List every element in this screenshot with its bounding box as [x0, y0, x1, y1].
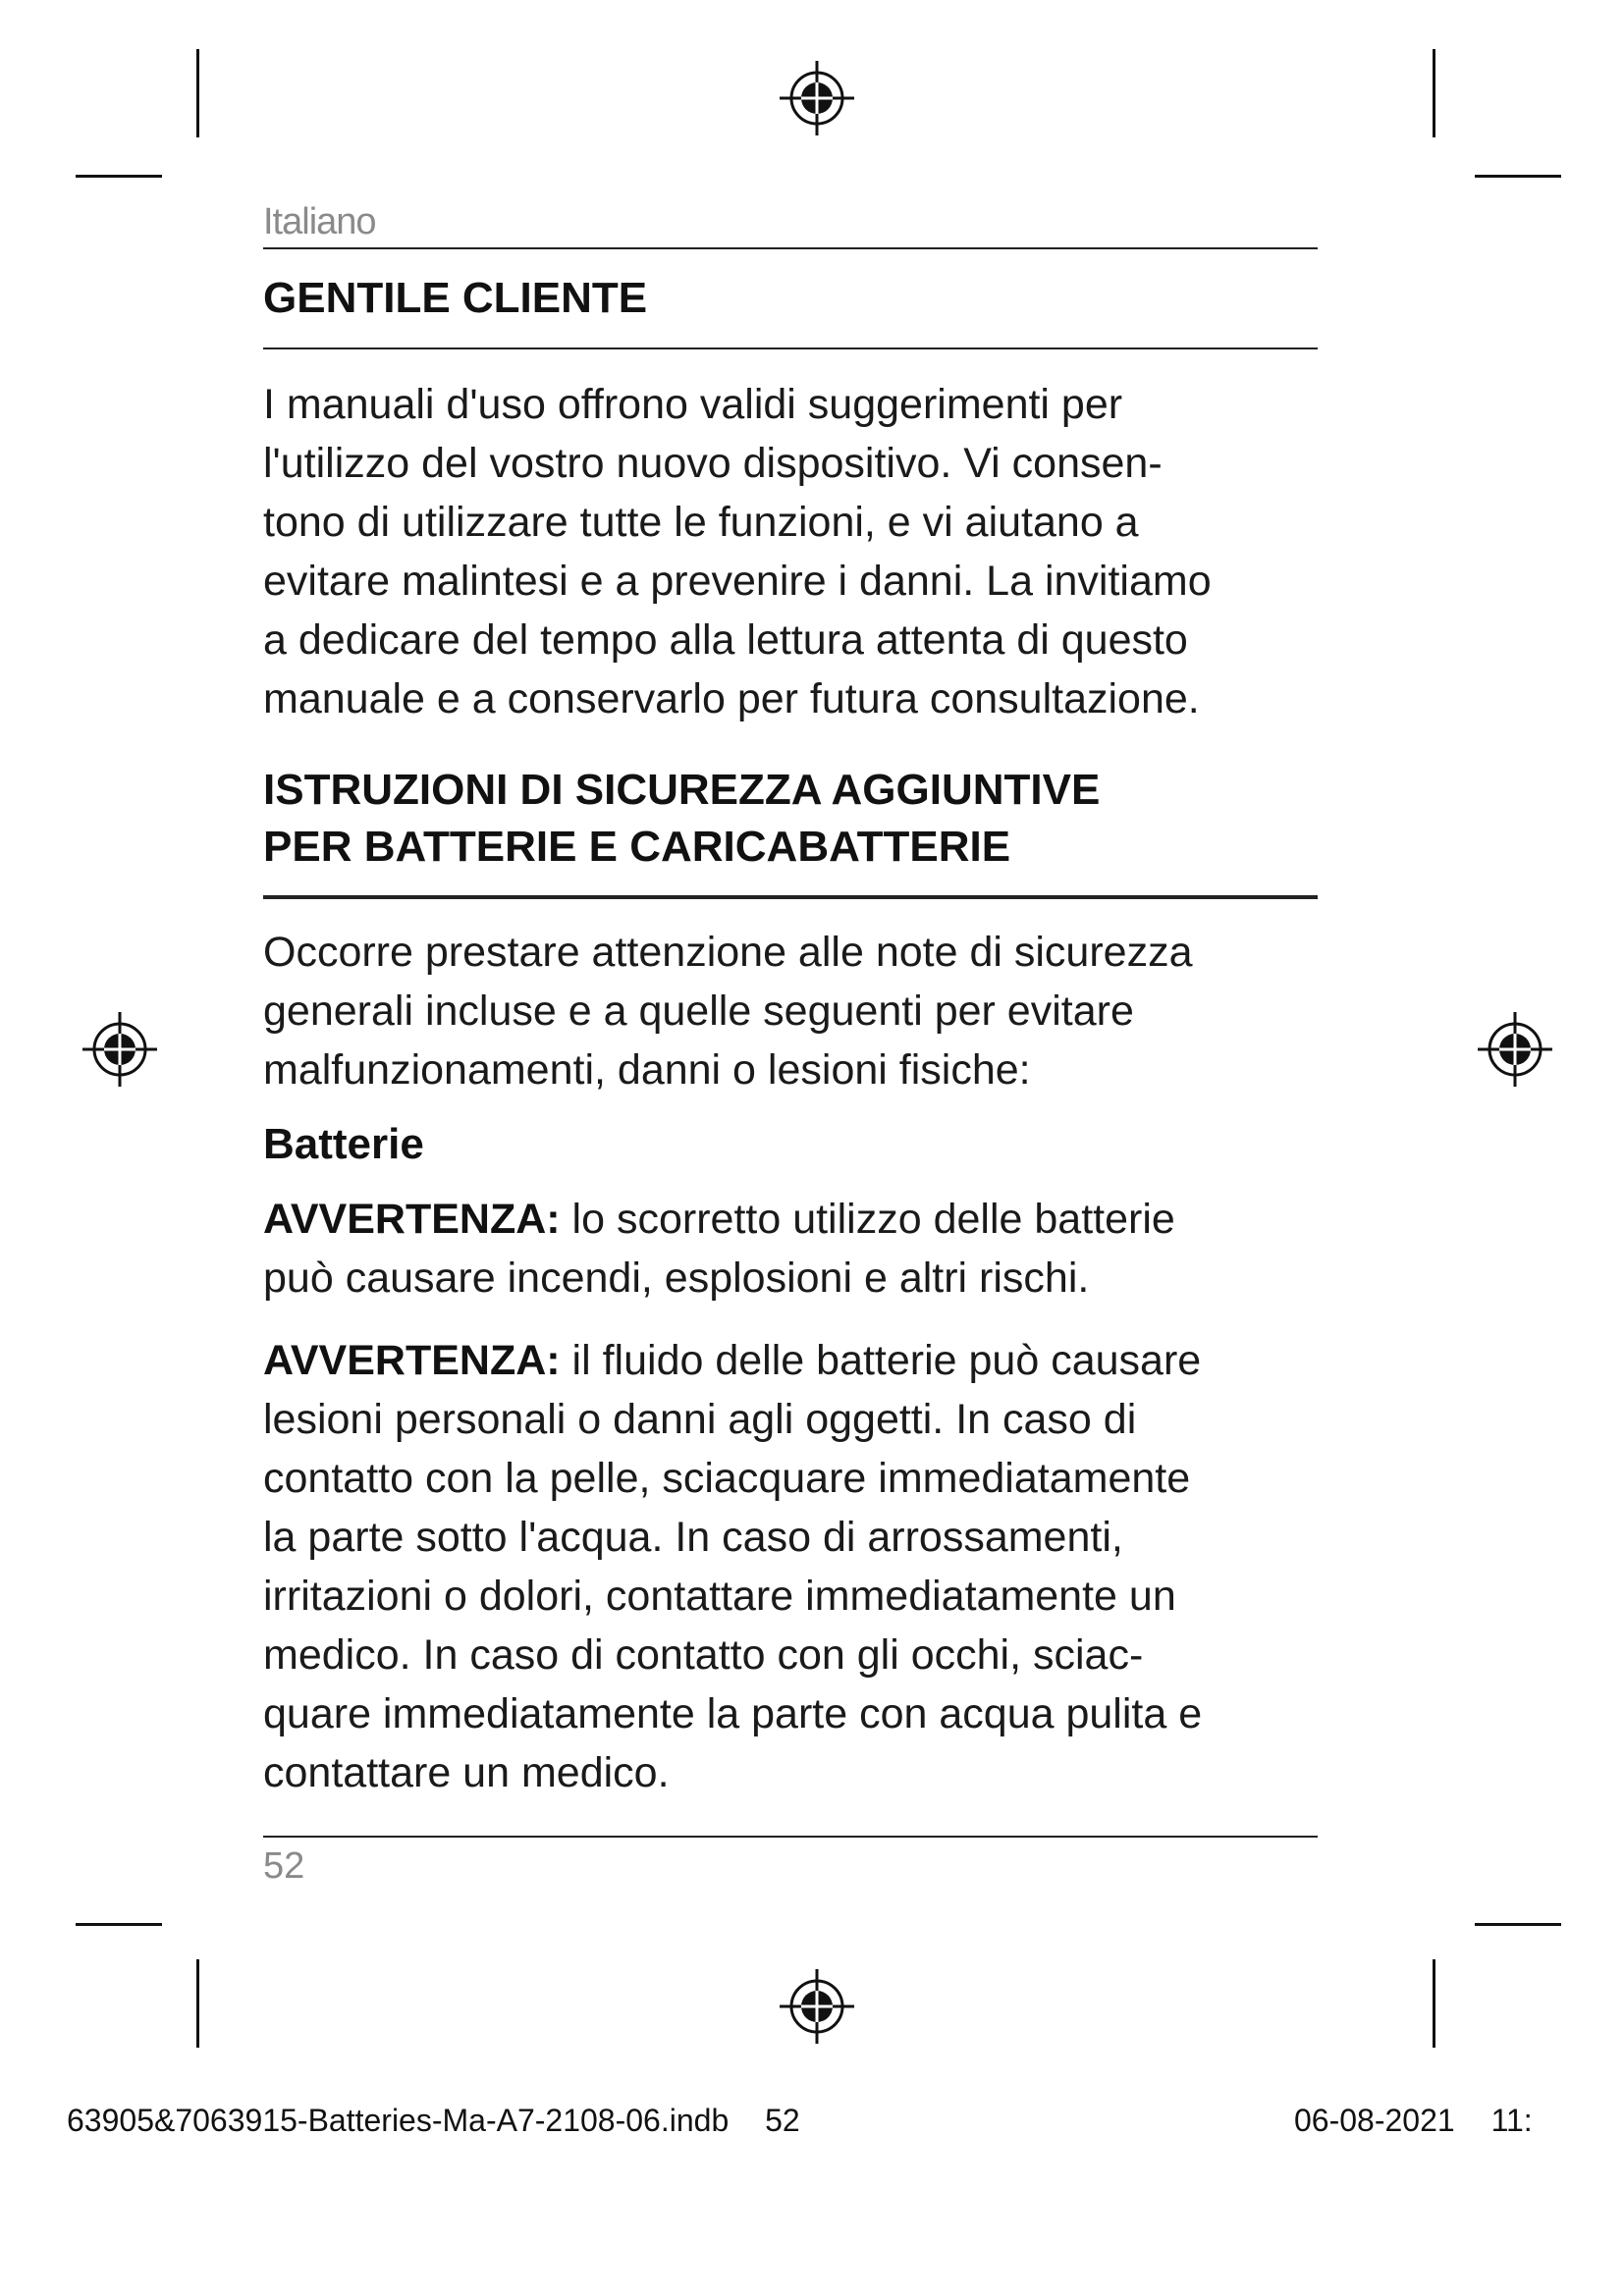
crop-mark-top-left-vertical [196, 49, 199, 137]
paragraph-line: manuale e a conservarlo per futura consultazione. [263, 675, 1200, 722]
warning-paragraph-1 [263, 1190, 1318, 1308]
registration-mark-top-icon [778, 59, 856, 137]
paragraph-line: tono di utilizzare tutte le funzioni, e vi aiutano a [263, 499, 1139, 546]
paragraph-line: medico. In caso di contatto con gli occhi, sciac- [263, 1631, 1144, 1679]
warning-label: AVVERTENZA: [263, 1337, 561, 1384]
warning-label: AVVERTENZA: [263, 1196, 561, 1243]
language-label: Italiano [263, 201, 376, 242]
print-file-name: 63905&7063915-Batteries-Ma-A7-2108-06.indb [67, 2103, 730, 2138]
warning-paragraph-2 [263, 1331, 1318, 1802]
paragraph-line: malfunzionamenti, danni o lesioni fisiche: [263, 1046, 1031, 1094]
section-title-line: ISTRUZIONI DI SICUREZZA AGGIUNTIVE [263, 766, 1101, 814]
paragraph-line: lo scorretto utilizzo delle batterie [560, 1196, 1175, 1243]
crop-mark-bottom-left-vertical [196, 1959, 199, 2048]
paragraph-line: I manuali d'uso offrono validi suggerimenti per [263, 381, 1123, 428]
crop-mark-top-left-horizontal [76, 175, 162, 178]
crop-mark-bottom-right-horizontal [1475, 1923, 1561, 1926]
paragraph-line: lesioni personali o danni agli oggetti. In caso di [263, 1396, 1137, 1443]
paragraph-line: la parte sotto l'acqua. In caso di arrossamenti, [263, 1514, 1123, 1561]
registration-mark-left-icon [81, 1010, 159, 1089]
section-title-safety [263, 762, 1318, 876]
safety-intro-paragraph [263, 923, 1318, 1099]
section-title-line: PER BATTERIE E CARICABATTERIE [263, 823, 1011, 871]
paragraph-line: il fluido delle batterie può causare [560, 1337, 1202, 1384]
crop-mark-top-right-horizontal [1475, 175, 1561, 178]
crop-mark-bottom-left-horizontal [76, 1923, 162, 1926]
subheading-batterie: Batterie [263, 1120, 424, 1168]
section-title-rule [263, 347, 1318, 349]
registration-mark-bottom-icon [778, 1967, 856, 2046]
footer-rule [263, 1836, 1318, 1838]
print-time: 11: [1490, 2103, 1533, 2138]
print-slug-file [67, 2103, 800, 2139]
paragraph-line: Occorre prestare attenzione alle note di sicurezza [263, 929, 1193, 976]
paragraph-line: contatto con la pelle, sciacquare immediatamente [263, 1455, 1191, 1502]
paragraph-line: l'utilizzo del vostro nuovo dispositivo. Vi consen- [263, 440, 1163, 487]
print-date: 06-08-2021 [1294, 2103, 1455, 2138]
section-title-gentile-cliente: GENTILE CLIENTE [263, 274, 648, 322]
print-slug-date [1294, 2103, 1533, 2139]
page-content [263, 196, 1318, 1818]
registration-mark-right-icon [1476, 1010, 1554, 1089]
crop-mark-bottom-right-vertical [1433, 1959, 1435, 2048]
paragraph-line: generali incluse e a quelle seguenti per evitare [263, 988, 1134, 1035]
paragraph-line: evitare malintesi e a prevenire i danni. La invitiamo [263, 558, 1212, 605]
intro-paragraph [263, 375, 1318, 728]
header-rule [263, 247, 1318, 249]
paragraph-line: a dedicare del tempo alla lettura attenta di questo [263, 616, 1188, 664]
crop-mark-top-right-vertical [1433, 49, 1435, 137]
print-page-number: 52 [765, 2103, 800, 2138]
paragraph-line: irritazioni o dolori, contattare immediatamente un [263, 1573, 1176, 1620]
page-number: 52 [263, 1845, 305, 1887]
safety-title-rule [263, 895, 1318, 899]
paragraph-line: contattare un medico. [263, 1749, 670, 1796]
paragraph-line: quare immediatamente la parte con acqua pulita e [263, 1690, 1203, 1737]
paragraph-line: può causare incendi, esplosioni e altri rischi. [263, 1255, 1090, 1302]
